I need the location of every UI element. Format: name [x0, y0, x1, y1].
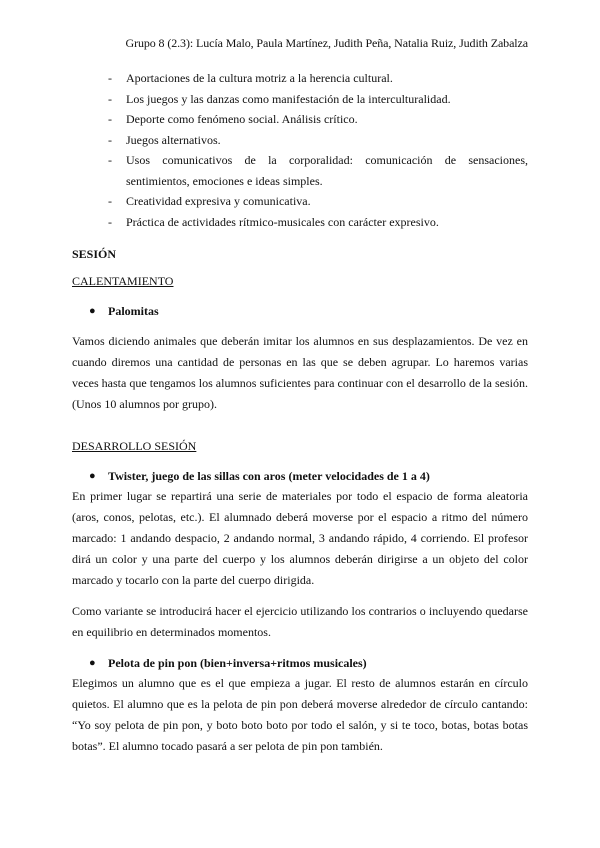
bullet-icon: ● [89, 305, 96, 317]
contents-list [72, 68, 528, 232]
list-item: - Juegos alternativos. [72, 130, 528, 151]
list-item: - Creatividad expresiva y comunicativa. [72, 191, 528, 212]
list-item: - Usos comunicativos de la corporalidad: comunicación de sensaciones, sentimientos, emociones e ideas simples. [72, 150, 528, 191]
warmup-activity-title: ● Palomitas [72, 301, 528, 321]
development-heading: DESARROLLO SESIÓN [72, 439, 197, 453]
activity1-variant-paragraph: Como variante se introducirá hacer el ejercicio utilizando los contrarios o incluyendo quedarse en equilibrio en determinados momentos. [72, 604, 528, 639]
page-content [72, 68, 528, 757]
bullet-icon: ● [89, 470, 96, 482]
page-header: Grupo 8 (2.3): Lucía Malo, Paula Martínez, Judith Peña, Natalia Ruiz, Judith Zabalza [125, 36, 528, 50]
dash-marker: - [108, 214, 112, 229]
session-title: SESIÓN [72, 247, 117, 261]
activity2-paragraph: Elegimos un alumno que es el que empieza a jugar. El resto de alumnos estarán en círculo quietos. El alumno que es la pelota de pin pon deberá moverse alrededor de círculo cantando: “Yo soy pelota de pin pon, y boto boto boto por todo el salón, y si te toco, botas, botas botas botas”. El alumno tocado pasará a ser pelota de pin pon también. [72, 676, 528, 753]
warmup-paragraph: Vamos diciendo animales que deberán imitar los alumnos en sus desplazamientos. De vez en cuando diremos una cantidad de personas en las que se deben agrupar. Lo haremos varias veces hasta que tengamos los alumnos suficientes para continuar con el desarrollo de la sesión. (Unos 10 alumnos por grupo). [72, 334, 528, 411]
activity2-title: ● Pelota de pin pon (bien+inversa+ritmos musicales) [72, 653, 528, 673]
activity1-title: ● Twister, juego de las sillas con aros (meter velocidades de 1 a 4) [72, 466, 528, 486]
warmup-heading: CALENTAMIENTO [72, 274, 174, 288]
activity1-paragraph: En primer lugar se repartirá una serie de materiales por todo el espacio de forma aleatoria (aros, conos, pelotas, etc.). El alumnado deberá moverse por el espacio a ritmo del número marcado: 1 andando despacio, 2 andando normal, 3 andando rápido, 4 corriendo. El profesor dirá un color y una parte del cuerpo y los alumnos deberán dirigirse a un objeto del color marcado y tocarlo con la parte del cuerpo dirigida. [72, 489, 528, 587]
dash-marker: - [108, 71, 112, 85]
list-item: - Deporte como fenómeno social. Análisis crítico. [72, 109, 528, 130]
dash-marker: - [108, 91, 112, 106]
list-item: - Los juegos y las danzas como manifestación de la interculturalidad. [72, 89, 528, 110]
dash-marker: - [108, 153, 112, 167]
dash-marker: - [108, 132, 112, 147]
dash-marker: - [108, 112, 112, 126]
list-item: - Aportaciones de la cultura motriz a la herencia cultural. [72, 68, 528, 89]
bullet-icon: ● [89, 657, 96, 669]
list-item: - Práctica de actividades rítmico-musicales con carácter expresivo. [72, 212, 528, 233]
dash-marker: - [108, 194, 112, 208]
